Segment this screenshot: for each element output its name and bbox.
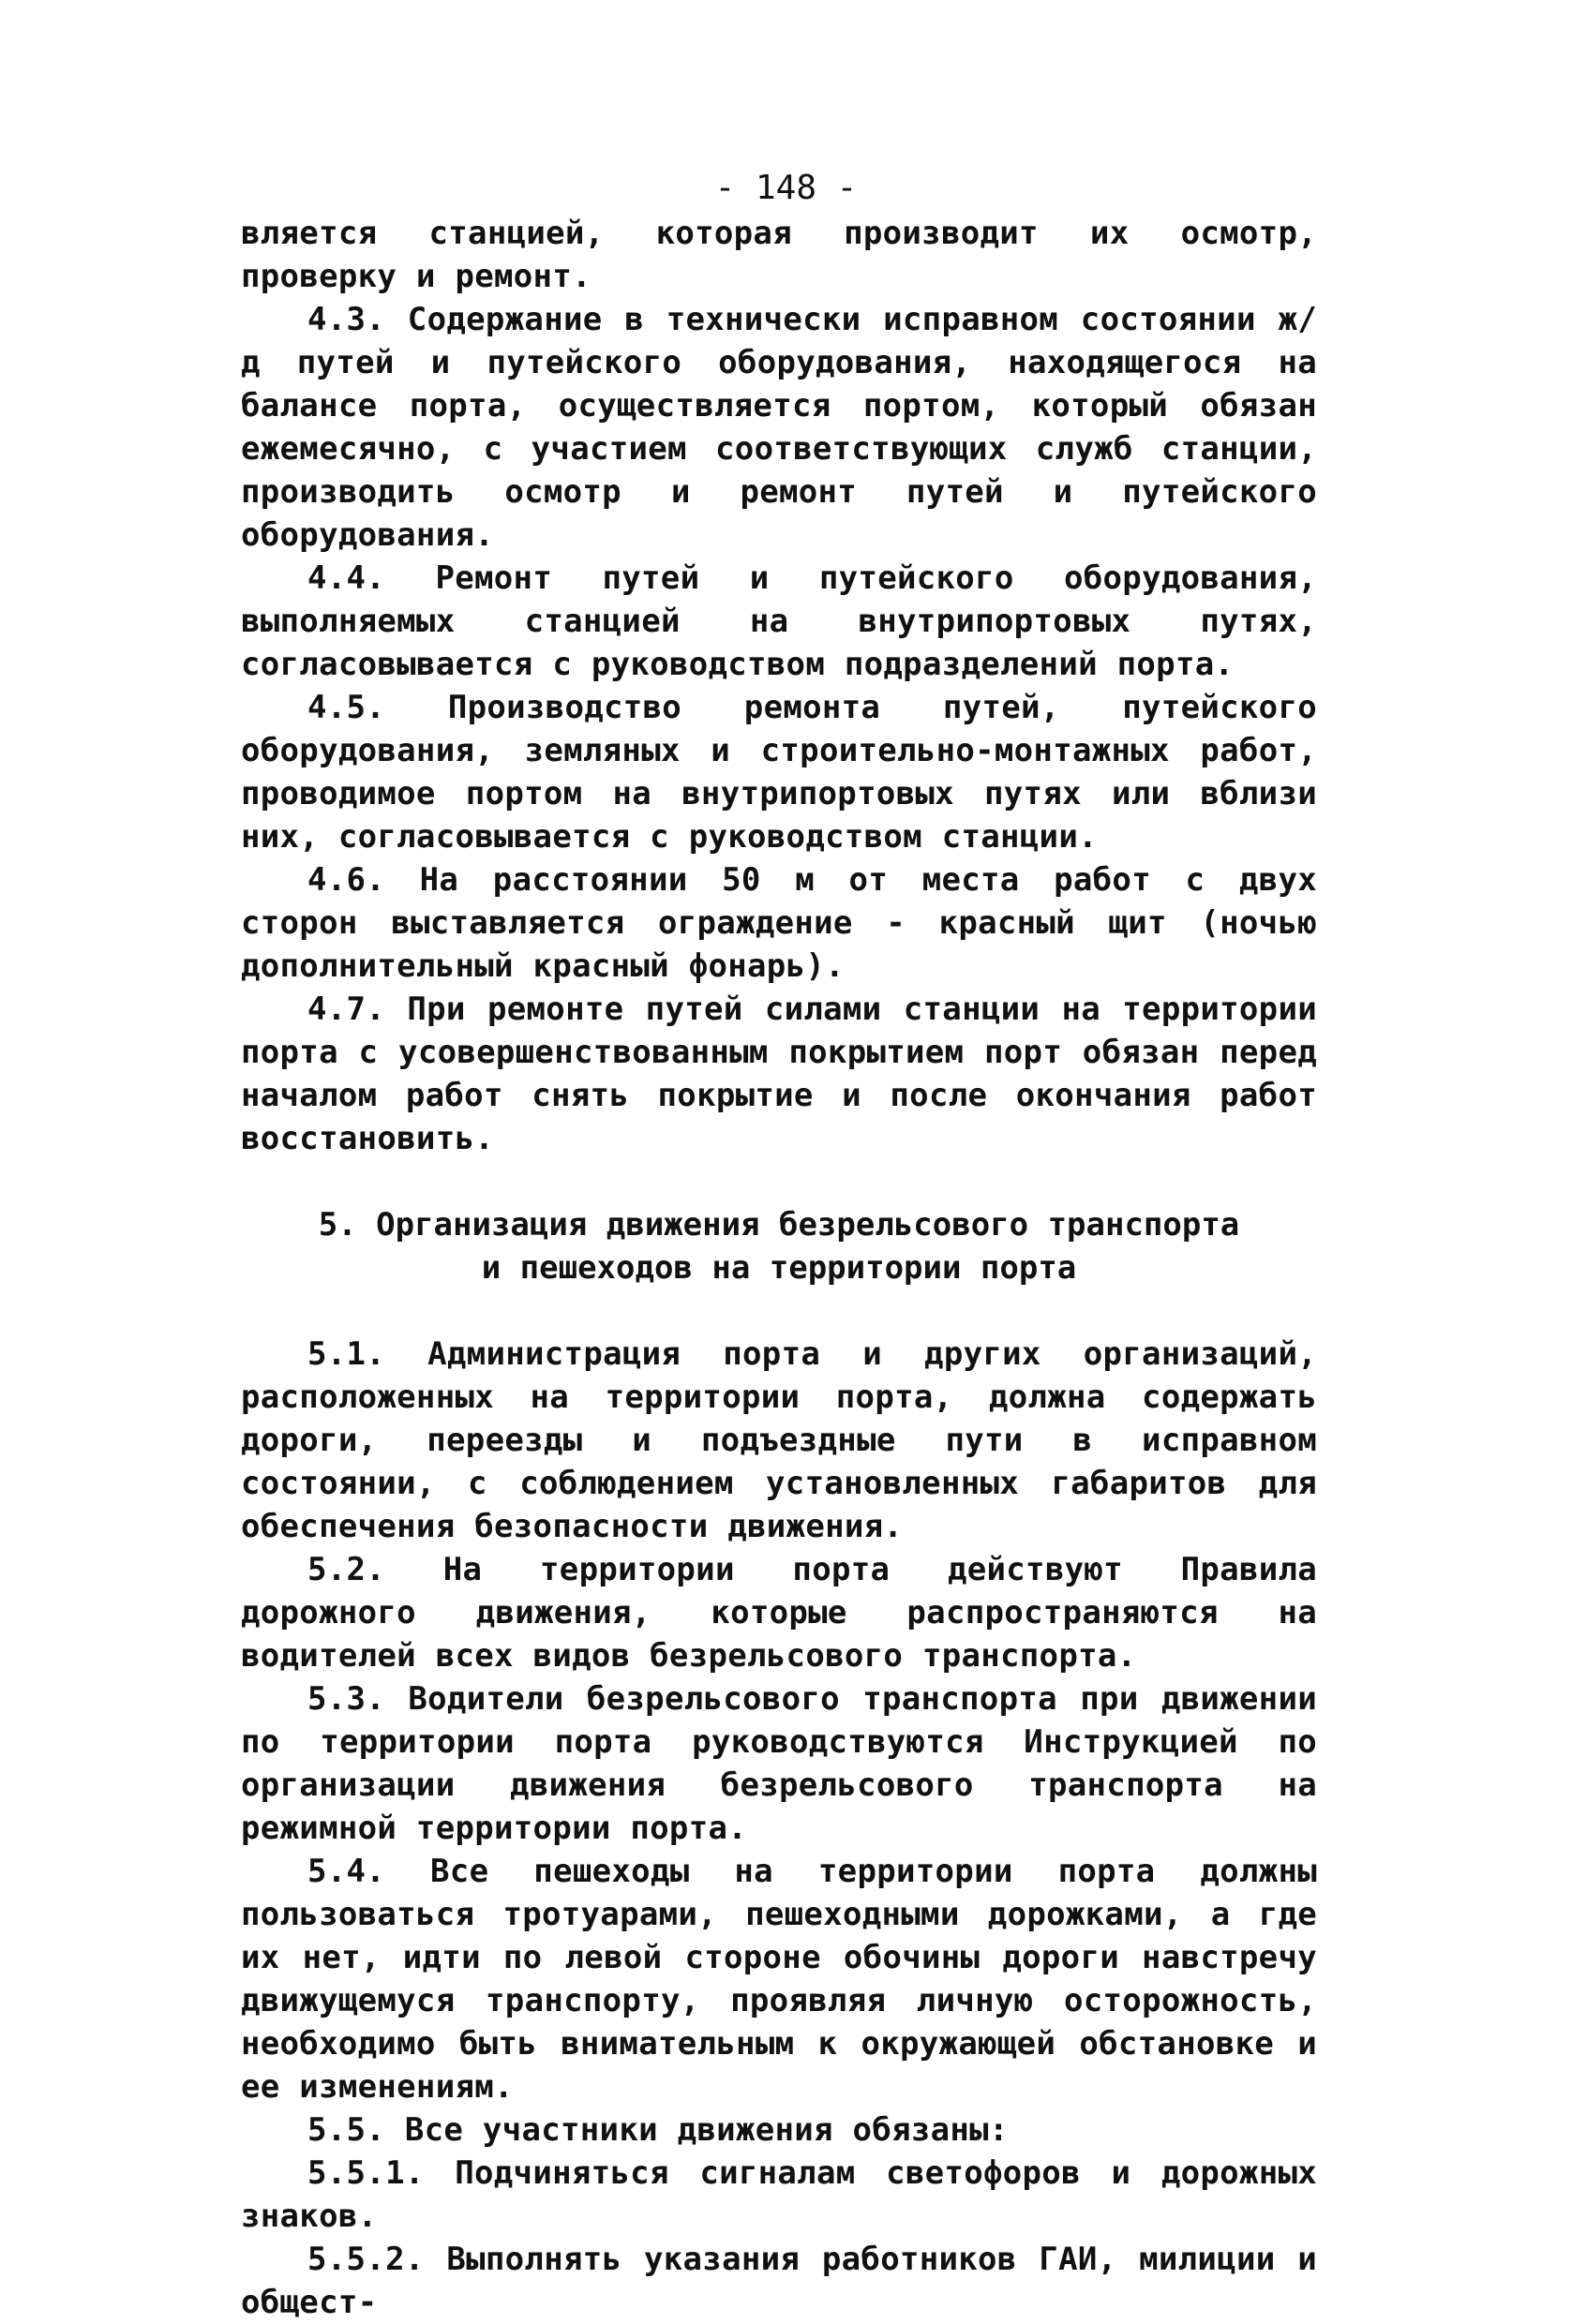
paragraph-4-3: 4.3. Содержание в технически исправном состоянии ж/д путей и путейского оборудования, находящегося на балансе порта, осуществляется портом, который обязан ежемесячно, с участием соответствующих служб станции, производить осмотр и ремонт путей и путейского оборудования. [241, 301, 1317, 554]
paragraph-5-1: 5.1. Администрация порта и других организаций, расположенных на территории порта, должна содержать дороги, переезды и подъездные пути в исправном состоянии, с соблюдением установленных габаритов для обеспечения безопасности движения. [241, 1335, 1317, 1545]
paragraph-4-4: 4.4. Ремонт путей и путейского оборудования, выполняемых станцией на внутрипортовых путях, согласовывается с руководством подразделений порта. [241, 559, 1317, 683]
paragraph-5-4: 5.4. Все пешеходы на территории порта должны пользоваться тротуарами, пешеходными дорожками, а где их нет, идти по левой стороне обочины дороги навстречу движущемуся транспорту, проявляя личную осторожность, необходимо быть внимательным к окружающей обстановке и ее изменениям. [241, 1853, 1317, 2106]
paragraph-5-5-2: 5.5.2. Выполнять указания работников ГАИ, милиции и общест- [241, 2241, 1317, 2321]
page-number: - 148 - [714, 169, 858, 207]
section-heading-line-2: и пешеходов на территории порта [481, 1249, 1077, 1287]
body-text [241, 212, 1317, 2324]
paragraph-5-3: 5.3. Водители безрельсового транспорта при движении по территории порта руководствуются Инструкцией по организации движения безрельсового транспорта на режимной территории порта. [241, 1680, 1317, 1847]
paragraph-5-2: 5.2. На территории порта действуют Правила дорожного движения, которые распространяются на водителей всех видов безрельсового транспорта. [241, 1551, 1317, 1675]
section-heading-line-1: 5. Организация движения безрельсового транспорта [318, 1206, 1240, 1244]
section-heading [241, 1203, 1317, 1289]
paragraph-5-5-1: 5.5.1. Подчиняться сигналам светофоров и дорожных знаков. [241, 2154, 1317, 2235]
paragraph-4-6: 4.6. На расстоянии 50 м от места работ с двух сторон выставляется ограждение - красный щит (ночью дополнительный красный фонарь). [241, 861, 1317, 985]
paragraph-4-5: 4.5. Производство ремонта путей, путейского оборудования, земляных и строительно-монтажных работ, проводимое портом на внутрипортовых путях или вблизи них, согласовывается с руководством станции. [241, 689, 1317, 856]
paragraph-4-7: 4.7. При ремонте путей силами станции на территории порта с усовершенствованным покрытием порт обязан перед началом работ снять покрытие и после окончания работ восстановить. [241, 991, 1317, 1157]
paragraph-5-5: 5.5. Все участники движения обязаны: [307, 2111, 1009, 2149]
paragraph: вляется станцией, которая производит их осмотр, проверку и ремонт. [241, 215, 1317, 295]
